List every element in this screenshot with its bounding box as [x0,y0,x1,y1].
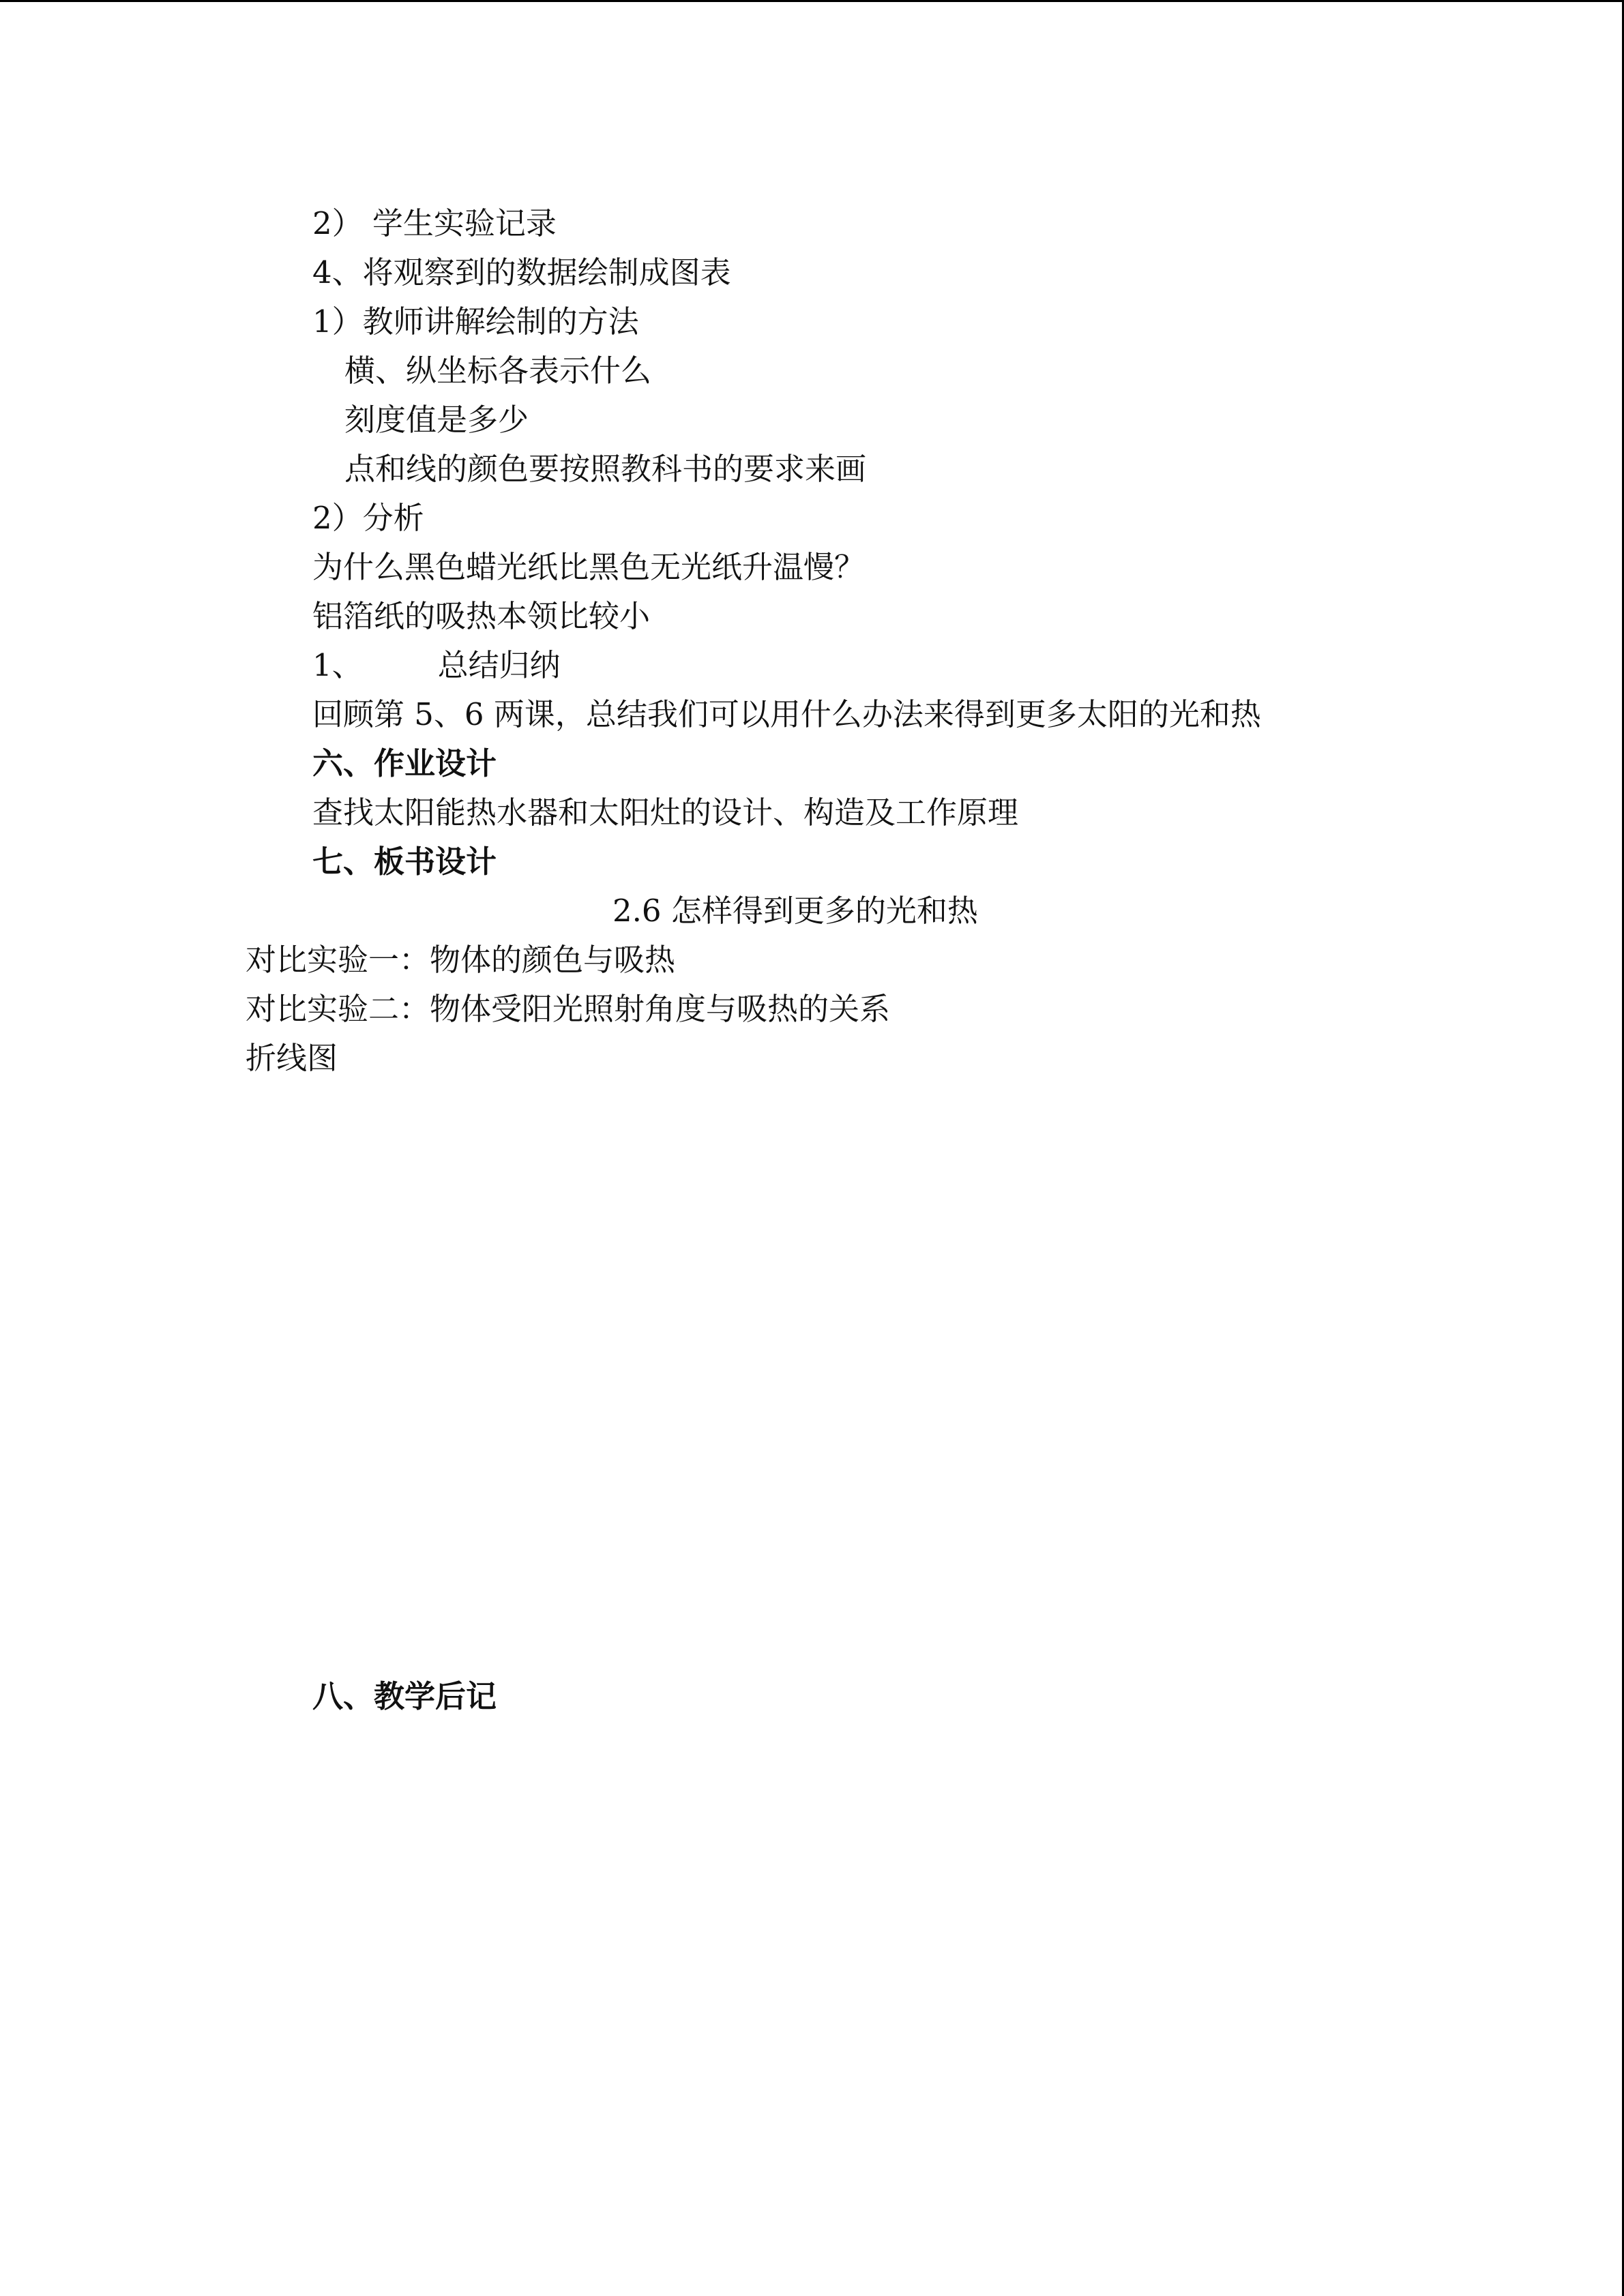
board-experiment-2: 对比实验二：物体受阳光照射角度与吸热的关系 [246,991,891,1027]
summary-number: 1、 [312,647,363,683]
text-line-foil: 铝箔纸的吸热本领比较小 [312,598,651,634]
text-line-question: 为什么黑色蜡光纸比黑色无光纸升温慢？ [312,549,866,585]
text-line-student-record: 2） 学生实验记录 [312,205,557,241]
page-border-top [0,0,1624,2]
text-line-axes: 横、纵坐标各表示什么 [344,353,652,389]
board-title: 2.6 怎样得到更多的光和热 [612,893,978,929]
text-line-teacher-explain: 1）教师讲解绘制的方法 [312,303,639,340]
text-line-review: 回顾第 5、6 两课，总结我们可以用什么办法来得到更多太阳的光和热 [312,696,1261,732]
heading-teaching-notes: 八、教学后记 [312,1678,497,1714]
text-line-summary [312,645,561,686]
text-line-analysis: 2）分析 [312,500,424,536]
heading-homework: 六、作业设计 [312,745,497,781]
heading-board-design: 七、板书设计 [312,844,497,880]
board-experiment-1: 对比实验一：物体的颜色与吸热 [246,942,676,978]
text-line-scale: 刻度值是多少 [344,402,529,438]
summary-label: 总结归纳 [437,647,561,683]
text-line-homework: 查找太阳能热水器和太阳灶的设计、构造及工作原理 [312,794,1019,831]
text-line-draw-chart: 4、将观察到的数据绘制成图表 [312,254,731,290]
text-line-colors: 点和线的颜色要按照教科书的要求来画 [344,451,867,487]
blank-chart-space [246,1105,1269,1637]
board-line-chart: 折线图 [246,1040,338,1076]
